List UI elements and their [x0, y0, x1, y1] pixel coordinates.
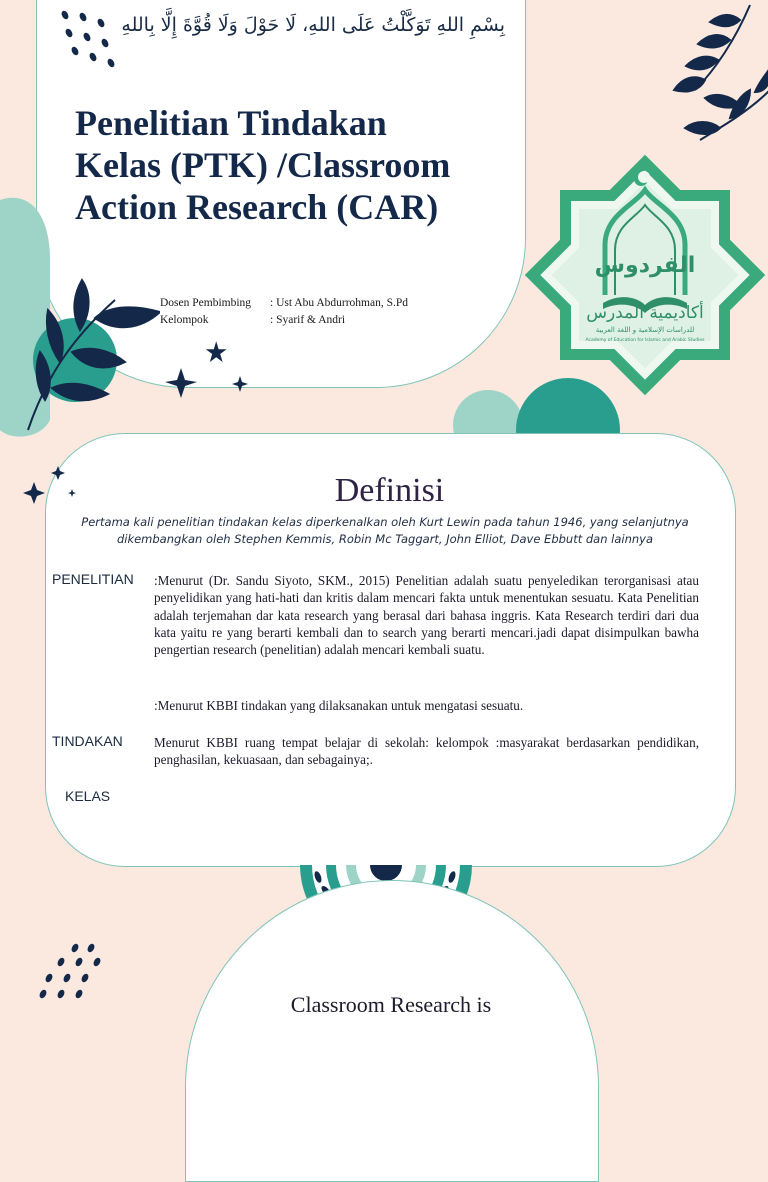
desc-tindakan: :Menurut KBBI tindakan yang dilaksanakan untuk mengatasi sesuatu. — [154, 698, 524, 713]
basmala-text: بِسْمِ اللهِ تَوَكَّلْتُ عَلَى اللهِ، لَا حَوْلَ وَلَا قُوَّةَ إِلَّا بِاللهِ — [121, 14, 505, 36]
logo-arabic-name: الفردوس — [594, 253, 696, 278]
logo-english-caption: Academy of Education for Islamic and Arabic Studies — [585, 338, 705, 343]
title-line-2: Kelas (PTK) /Classroom — [75, 145, 451, 185]
group-label: Kelompok — [160, 314, 209, 326]
title-line-3: Action Research (CAR) — [75, 187, 439, 227]
term-tindakan: TINDAKAN — [52, 733, 123, 749]
desc-kelas: Menurut KBBI ruang tempat belajar di sekolah: kelompok :masyarakat berdasarkan pendidikan, penghasilan, kekuasaan, dan sebagainya;. — [154, 735, 699, 768]
supervisor-row — [160, 297, 408, 309]
group-value: : Syarif & Andri — [270, 314, 346, 326]
supervisor-value: : Ust Abu Abdurrohman, S.Pd — [270, 297, 409, 309]
definition-intro: Pertama kali penelitian tindakan kelas diperkenalkan oleh Kurt Lewin pada tahun 1946, yang selanjutnya dikembangkan oleh Stephen Kemmis, Robin Mc Taggart, John Elliot, Dave Ebbutt dan lainnya — [81, 515, 689, 546]
desc-penelitian: :Menurut (Dr. Sandu Siyoto, SKM., 2015) Penelitian adalah suatu penyeledikan terorganisasi atau penyelidikan yang hati-hati dan kritis dalam mencari fakta untuk menentukan sesuatu. Kata Penelitian adalah terjemahan dar kata research yang berasal dari bahasa inggris. Kata Research terdiri dari dua kata yaitu re yang berarti kembali dan to search yang berarti mencari.jadi dapat disimpulkan bawha pengertian research (penelitian) adalah mencari kembali suatu. — [154, 573, 699, 658]
bottom-heading: Classroom Research is — [290, 992, 492, 1017]
supervisor-label: Dosen Pembimbing — [160, 297, 252, 309]
definition-title: Definisi — [334, 472, 445, 509]
group-row — [160, 314, 345, 326]
academy-logo — [520, 150, 768, 400]
bottom-card — [185, 880, 599, 1182]
dots-decoration-bottom — [35, 940, 115, 1010]
title-line-1: Penelitian Tindakan — [75, 103, 387, 143]
logo-arabic-subtitle: أكاديمية المدرس — [586, 303, 704, 323]
logo-arabic-caption: للدراسات الإسلامية و اللغة العربية — [595, 326, 695, 334]
term-penelitian: PENELITIAN — [52, 571, 134, 587]
stars-decoration — [165, 338, 255, 408]
page-title — [75, 102, 515, 228]
term-kelas: KELAS — [65, 788, 111, 804]
